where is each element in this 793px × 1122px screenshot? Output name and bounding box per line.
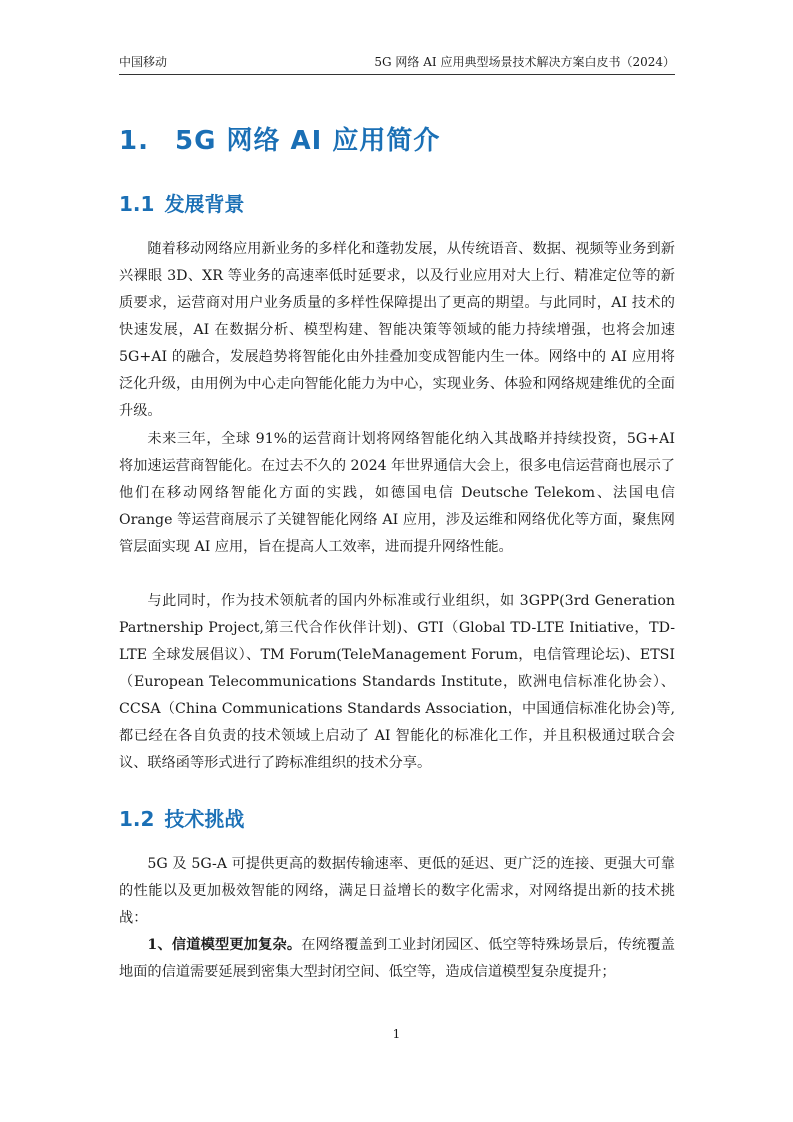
section-1-title: 5G 网络 AI 应用简介 [175, 126, 441, 156]
paragraph-background-1: 随着移动网络应用新业务的多样化和蓬勃发展，从传统语音、数据、视频等业务到新兴裸眼 3D、XR 等业务的高速率低时延要求，以及行业应用对大上行、精准定位等的新质要求，运营商对用户业务质量的多样性保障提出了更高的期望。与此同时，AI 技术的快速发展，AI 在数据分析、模型构建、智能决策等领域的能力持续增强，也将会加速 5G+AI 的融合，发展趋势将智能化由外挂叠加变成智能内生一体。网络中的 AI 应用将泛化升级，由用例为中心走向智能化能力为中心，实现业务、体验和网络规建维优的全面升级。 [119, 241, 675, 419]
paragraph-background-3: 与此同时，作为技术领航者的国内外标准或行业组织，如 3GPP(3rd Generation Partnership Project,第三代合作伙伴计划)、GTI（Global TD-LTE Initiative，TD-LTE 全球发展倡议）、TM Forum(TeleManagement Forum，电信管理论坛)、ETSI（European Telecommunications Standards Institute，欧洲电信标准化协会）、CCSA（China Communications Standards Association，中国通信标准化协会)等,都已经在各自负责的技术领域上启动了 AI 智能化的标准化工作，并且积极通过联合会议、联络函等形式进行了跨标准组织的技术分享。 [119, 593, 675, 771]
paragraph-background-2: 未来三年，全球 91%的运营商计划将网络智能化纳入其战略并持续投资，5G+AI 将加速运营商智能化。在过去不久的 2024 年世界通信大会上，很多电信运营商也展示了他们在移动网络智能化方面的实践，如德国电信 Deutsche Telekom、法国电信 Orange 等运营商展示了关键智能化网络 AI 应用，涉及运维和网络优化等方面，聚焦网管层面实现 AI 应用，旨在提高人工效率，进而提升网络性能。 [119, 431, 675, 555]
section-1-1-title: 发展背景 [164, 192, 245, 216]
section-1-1-heading [119, 188, 244, 217]
challenge-1-text: 在网络覆盖到工业封闭园区、低空等特殊场景后，传统覆盖地面的信道需要延展到密集大型封闭空间、低空等，造成信道模型复杂度提升； [119, 937, 675, 980]
header-org: 中国移动 [119, 55, 168, 69]
paragraph-challenges-intro: 5G 及 5G-A 可提供更高的数据传输速率、更低的延迟、更广泛的连接、更强大可靠的性能以及更加极效智能的网络，满足日益增长的数字化需求，对网络提出新的技术挑战： [119, 856, 675, 926]
section-1-2-heading [119, 803, 244, 832]
paragraph-challenge-1 [119, 932, 675, 986]
header-doc-title: 5G 网络 AI 应用典型场景技术解决方案白皮书（2024） [374, 55, 675, 69]
section-1-2-number: 1.2 [119, 807, 155, 831]
page-header [119, 54, 675, 75]
section-1-number: 1. [119, 126, 149, 156]
section-1-1-number: 1.1 [119, 192, 155, 216]
challenge-1-heading: 1、信道模型更加复杂。 [147, 937, 302, 953]
section-1-heading [119, 120, 440, 157]
section-1-2-title: 技术挑战 [164, 807, 245, 831]
page-number: 1 [392, 1027, 401, 1041]
